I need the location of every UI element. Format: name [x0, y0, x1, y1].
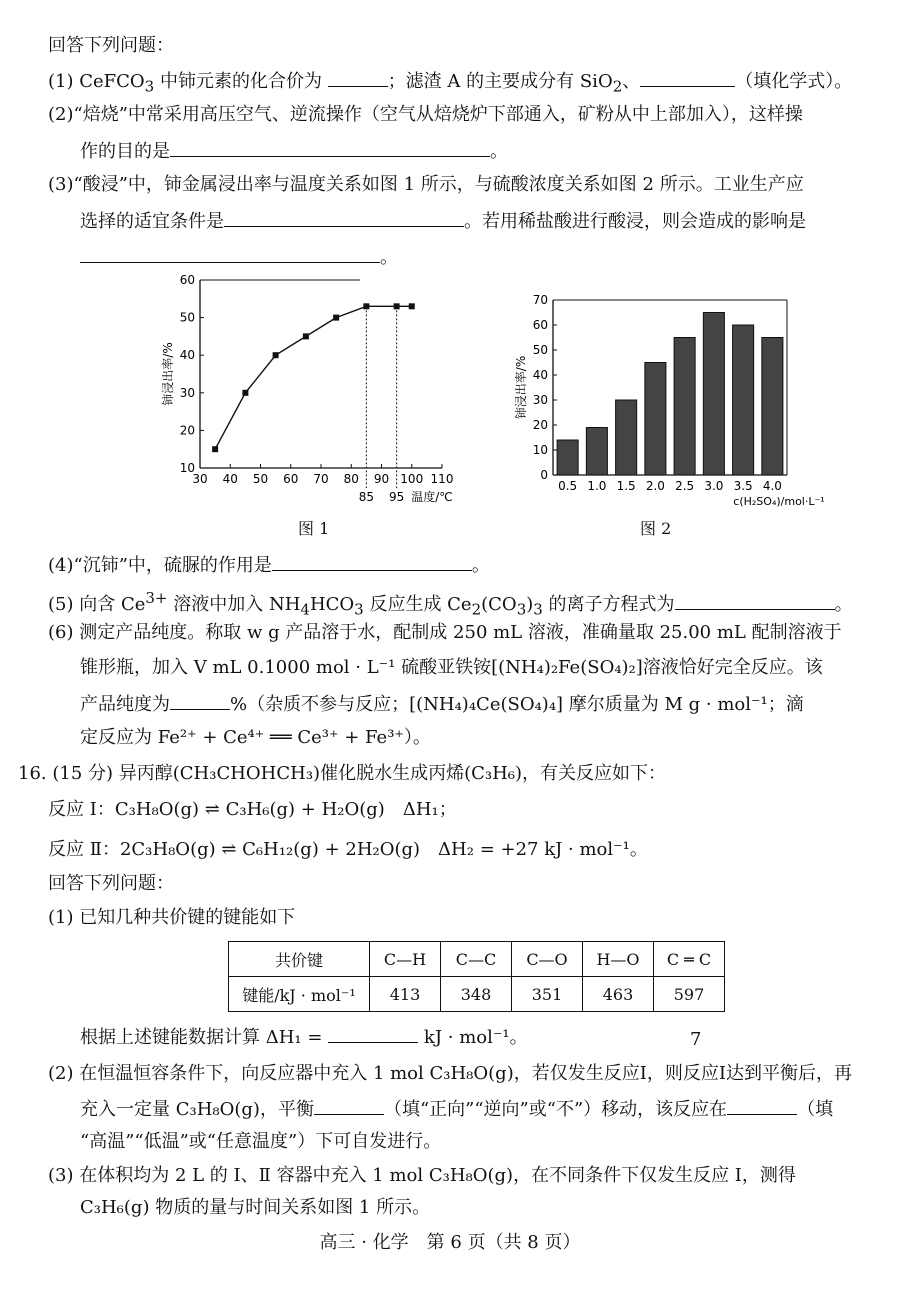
question-16-1: (1) 已知几种共价键的键能如下: [48, 907, 296, 928]
bar: [616, 400, 637, 475]
table-cell: C—C: [441, 942, 512, 977]
table-cell: H—O: [583, 942, 654, 977]
question-15-5: (5) 向含 $Ce^{3+}$ 溶液中加入 $NH_4HCO_3$ 反应生成 $Ce_2(CO_3)_3$ 的离子方程式为 。: [48, 589, 853, 619]
annotation-label: 85: [358, 490, 375, 504]
x-tick-label: 0.5: [558, 479, 578, 493]
table-cell: 463: [583, 977, 654, 1012]
table-cell: C—O: [512, 942, 583, 977]
answer-blank[interactable]: [328, 68, 388, 87]
x-tick-label: 2.0: [645, 479, 665, 493]
answer-blank[interactable]: [314, 1096, 384, 1115]
figure-2-bar-chart: [505, 290, 825, 510]
answer-blank[interactable]: [675, 591, 835, 610]
answer-intro: 回答下列问题：: [48, 35, 174, 56]
answer-blank[interactable]: [224, 208, 464, 227]
annotation-label: 95: [388, 490, 405, 504]
x-tick-label: 4.0: [762, 479, 782, 493]
y-tick-label: 60: [179, 273, 195, 287]
table-header-row: [229, 942, 725, 977]
figure-1-line-chart: [150, 268, 470, 518]
figure-1-caption: 图 1: [298, 519, 330, 538]
answer-blank[interactable]: [272, 552, 472, 571]
x-tick-label: 3.5: [733, 479, 753, 493]
y-tick-label: 40: [179, 348, 195, 363]
answer-blank[interactable]: [328, 1024, 418, 1043]
answer-blank[interactable]: [727, 1096, 797, 1115]
x-tick-label: 1.5: [616, 479, 636, 493]
question-15-3-line2: 选择的适宜条件是 。若用稀盐酸进行酸浸，则会造成的影响是: [80, 208, 806, 234]
bar: [674, 338, 695, 476]
table-cell: 共价键: [229, 942, 370, 977]
y-tick-label: 60: [532, 318, 548, 332]
question-16-3-line1: (3) 在体积均为 2 L 的 Ⅰ、Ⅱ 容器中充入 1 mol C₃H₈O(g)，在不同条件下仅发生反应 Ⅰ，测得: [48, 1165, 796, 1186]
bar: [733, 325, 754, 475]
question-15-2-line2: 作的目的是 。: [80, 138, 508, 164]
question-16-3-line2: C₃H₆(g) 物质的量与时间关系如图 1 所示。: [80, 1197, 431, 1218]
bar: [762, 338, 783, 476]
x-tick-label: 30: [192, 472, 208, 486]
y-tick-label: 10: [179, 461, 195, 475]
question-15-2-line1: (2)“焙烧”中常采用高压空气、逆流操作（空气从焙烧炉下部通入，矿粉从中上部加入），这样操: [48, 104, 803, 125]
x-axis-label: c(H₂SO₄)/mol·L⁻¹: [733, 495, 825, 508]
data-point: [242, 390, 248, 396]
table-row: [229, 977, 725, 1012]
data-point: [212, 446, 218, 452]
x-tick-label: 60: [283, 472, 299, 486]
question-16-2-line1: (2) 在恒温恒容条件下，向反应器中充入 1 mol C₃H₈O(g)，若仅发生反应Ⅰ，则反应Ⅰ达到平衡后，再: [48, 1063, 852, 1084]
answer-blank[interactable]: [640, 68, 735, 87]
x-tick-label: 100: [400, 472, 424, 486]
question-15-1: (1) CeFCO$_3$ 中铈元素的化合价为 ；滤渣 A 的主要成分有 SiO$_2$、 （填化学式）。: [48, 68, 852, 99]
figure-2-caption: 图 2: [640, 519, 672, 538]
question-16-header: 16. (15 分) 异丙醇(CH₃CHOHCH₃)催化脱水生成丙烯(C₃H₆)，有关反应如下：: [18, 763, 667, 784]
data-point: [409, 303, 415, 309]
table-cell: C ═ C: [654, 942, 725, 977]
answer-blank[interactable]: [80, 244, 380, 263]
y-tick-label: 0: [540, 468, 548, 482]
y-tick-label: 10: [532, 443, 548, 457]
question-16-1-calc: 根据上述键能数据计算 ΔH₁ = kJ · mol⁻¹。: [80, 1024, 528, 1050]
question-15-3-line3: 。: [80, 244, 398, 270]
question-15-4: (4)“沉铈”中，硫脲的作用是 。: [48, 552, 490, 578]
y-tick-label: 50: [179, 310, 195, 325]
y-axis-label: 铈浸出率/%: [161, 342, 175, 406]
x-tick-label: 90: [373, 472, 390, 486]
y-tick-label: 50: [532, 343, 548, 357]
y-tick-label: 30: [532, 393, 548, 407]
reaction-2: 反应 Ⅱ：2C₃H₈O(g) ⇌ C₆H₁₂(g) + 2H₂O(g) ΔH₂ = +27 kJ · mol⁻¹。: [48, 839, 648, 860]
table-cell: 597: [654, 977, 725, 1012]
x-tick-label: 50: [252, 472, 269, 486]
data-point: [333, 315, 339, 321]
x-tick-label: 40: [222, 472, 238, 486]
table-cell: C—H: [370, 942, 441, 977]
question-15-3-line1: (3)“酸浸”中，铈金属浸出率与温度关系如图 1 所示，与硫酸浓度关系如图 2 所示。工业生产应: [48, 174, 804, 195]
x-tick-label: 3.0: [704, 479, 724, 493]
answer-blank[interactable]: [170, 138, 490, 157]
question-15-6-line4: 定反应为 Fe²⁺ + Ce⁴⁺ ══ Ce³⁺ + Fe³⁺）。: [80, 727, 431, 748]
bar: [645, 363, 666, 476]
x-tick-label: 1.0: [587, 479, 607, 493]
y-tick-label: 20: [179, 423, 195, 438]
question-15-6-line2: 锥形瓶，加入 V mL 0.1000 mol · L⁻¹ 硫酸亚铁铵[(NH₄)₂Fe(SO₄)₂]溶液恰好完全反应。该: [80, 657, 823, 678]
reaction-1: 反应 Ⅰ：C₃H₈O(g) ⇌ C₃H₆(g) + H₂O(g) ΔH₁；: [48, 799, 457, 820]
x-tick-label: 80: [343, 472, 359, 486]
bar: [703, 313, 724, 476]
x-tick-label: 110: [430, 472, 454, 486]
bar: [557, 440, 578, 475]
table-cell: 413: [370, 977, 441, 1012]
answer-blank[interactable]: [170, 691, 230, 710]
table-cell: 348: [441, 977, 512, 1012]
x-tick-label: 70: [313, 472, 329, 486]
y-tick-label: 20: [532, 418, 548, 432]
y-axis-label: 铈浸出率/%: [514, 355, 528, 420]
question-16-2-line3: “高温”“低温”或“任意温度”）下可自发进行。: [80, 1131, 442, 1152]
bar: [586, 428, 607, 476]
answer-intro-16: 回答下列问题：: [48, 873, 174, 894]
y-tick-label: 40: [532, 368, 548, 382]
bond-energy-table: [228, 941, 725, 1012]
data-point: [273, 352, 279, 358]
x-axis-label: 温度/℃: [411, 490, 453, 504]
data-point: [303, 333, 309, 339]
page-footer: 高三 · 化学 第 6 页（共 8 页）: [319, 1232, 581, 1253]
y-tick-label: 70: [532, 293, 548, 307]
series-line: [215, 306, 412, 449]
question-15-6-line1: (6) 测定产品纯度。称取 w g 产品溶于水，配制成 250 mL 溶液，准确量取 25.00 mL 配制溶液于: [48, 622, 842, 643]
stray-mark: 7: [690, 1029, 702, 1050]
question-15-6-line3: 产品纯度为 %（杂质不参与反应；[(NH₄)₄Ce(SO₄)₄] 摩尔质量为 M g · mol⁻¹；滴: [80, 691, 804, 717]
question-16-2-line2: 充入一定量 C₃H₈O(g)，平衡 （填“正向”“逆向”或“不”）移动，该反应在 （填: [80, 1096, 833, 1122]
y-tick-label: 30: [179, 385, 195, 400]
x-tick-label: 2.5: [675, 479, 695, 493]
table-cell: 351: [512, 977, 583, 1012]
table-cell: 键能/kJ · mol⁻¹: [229, 977, 370, 1012]
